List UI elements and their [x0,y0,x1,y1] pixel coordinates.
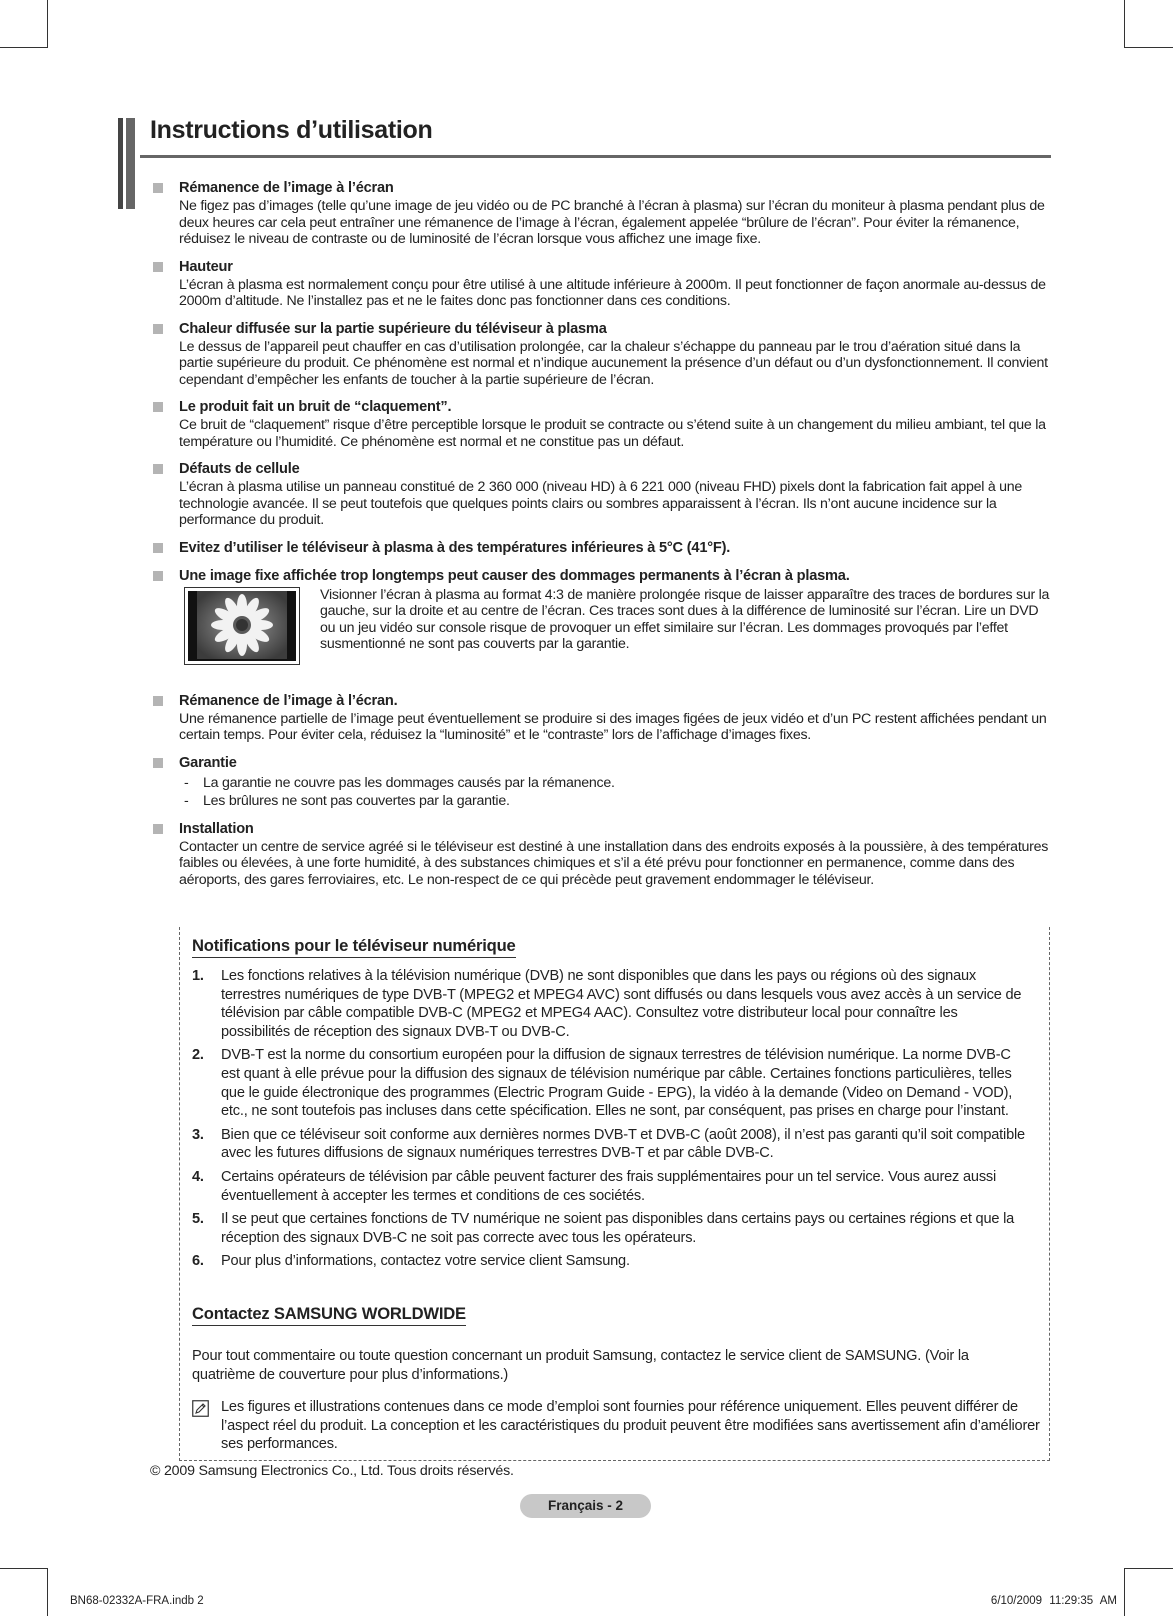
section-title: Rémanence de l’image à l’écran [179,180,394,196]
section-title: Défauts de cellule [179,461,300,477]
section-text: L’écran à plasma utilise un panneau constitué de 2 360 000 (niveau HD) à 6 221 000 (niveau FHD) pixels dont la fabrication fait appel à une technologie avancée. Il se peut toutefois que quelques points clairs ou sombres apparaissent à l’écran. Ils n’ont aucune incidence sur la performance du produit. [179,479,1023,528]
section-claquement [150,399,1055,450]
section-text: Le dessus de l’appareil peut chauffer en cas d’utilisation prolongée, car la chaleur s’échappe du panneau par le trou d’aération situé dans la partie supérieure du produit. Ce phénomène est normal et n’indique aucunement la présence d’un défaut ou d’un dysfonctionnement. Il convient cependant d’empêcher les enfants de toucher à la partie supérieure de l’écran. [179,338,1048,388]
item-text: Il se peut que certaines fonctions de TV numérique ne soient pas disponibles dans certains pays ou certaines régions et que la réception des signaux DVB-C ne soit pas correcte avec tous les opérateurs. [221,1211,1015,1246]
item-text: Bien que ce téléviseur soit conforme aux dernières normes DVB-T et DVB-C (août 2008), il n’est pas garanti qu’il soit compatible avec les futures diffusions de signaux numériques terrestres DVB-T et par câble DVB-C. [221,1126,1025,1162]
list-item [192,1126,1030,1163]
title-accent-bar [126,118,135,209]
square-bullet-icon [153,262,163,272]
copyright: © 2009 Samsung Electronics Co., Ltd. Tous droits réservés. [150,1463,514,1479]
crop-mark [0,1568,48,1569]
square-bullet-icon [153,183,163,193]
crop-mark [1124,1568,1125,1616]
section-hauteur [150,259,1055,310]
square-bullet-icon [153,324,163,334]
contact-title: Contactez SAMSUNG WORLDWIDE [192,1305,466,1326]
section-text: L’écran à plasma est normalement conçu pour être utilisé à une altitude inférieure à 2000m. Il peut fonctionner de façon anormale au-dessus de 2000m d’altitude. Ne l’installez pas et ne le faites donc pas fonctionner dans ces conditions. [179,276,1046,309]
page-number-badge: Français - 2 [520,1494,651,1518]
section-garantie [150,755,1055,810]
crop-mark [47,1568,48,1616]
section-title: Rémanence de l’image à l’écran. [179,692,398,709]
notifications-title: Notifications pour le téléviseur numérique [192,937,516,958]
section-title: Le produit fait un bruit de “claquement”. [179,399,452,415]
note-pencil-icon [192,1400,209,1417]
crop-mark [47,0,48,48]
note-text: Les figures et illustrations contenues dans ce mode d’emploi sont fournies pour référence uniquement. Elles peuvent différer de l’aspect réel du produit. La conception et les caractéristiques du produit peuvent être modifiées sans avertissement afin d’améliorer ses performances. [221,1399,1040,1453]
section-text: Une rémanence partielle de l’image peut éventuellement se produire si des images figées de jeux vidéo et d’un PC restent affichées pendant un certain temps. Pour éviter cela, réduisez la “luminosité” et le “contraste” lors de l’affichage d’images fixes. [179,710,1047,743]
list-item [192,1168,1030,1205]
section-defauts [150,461,1055,529]
item-text: Certains opérateurs de télévision par câble peuvent facturer des frais supplémentaires pour un tel service. Vous aurez aussi éventuellement à accepter les termes et conditions de ces sociétés. [221,1168,997,1204]
tv-screen-thumbnail [184,587,300,665]
section-text: Ce bruit de “claquement” risque d’être perceptible lorsque le produit se contracte ou s’étend suite à un changement du milieu ambiant, tel que la température ou l’humidité. Ce phénomène est normal et ne constitue pas un défaut. [179,417,1046,450]
garantie-list [179,775,1055,810]
section-temperature [150,540,1055,557]
notifications-box [179,927,1050,1461]
item-text: Les fonctions relatives à la télévision numérique (DVB) ne sont disponibles que dans les pays ou régions où des signaux terrestres numériques de type DVB-T (MPEG2 et MPEG4 AVC) sont diffusés ou dans lesquels vous avez accès à un service de télévision par câble compatible DVB-C (MPEG2 et MPEG4 AAC). Consultez votre distributeur local pour connaître les possibilités de réception des signaux DVB-T ou DVB-C. [221,968,1022,1040]
item-text: DVB-T est la norme du consortium européen pour la diffusion de signaux terrestres de télévision numérique. La norme DVB-C est quant à elle prévue pour la diffusion des signaux de télévision numérique par câble. Certaines fonctions particulières, telles que le guide électronique des programmes (Electric Program Guide - EPG), la vidéo à la demande (Video on Demand - VOD), etc., ne sont toutefois pas incluses dans cette spécification. Elles ne sont, par conséquent, pas prises en charge pour l’instant. [221,1047,1013,1120]
crop-mark [1124,0,1125,48]
crop-mark [1125,1568,1173,1569]
item-number: 5. [192,1211,204,1228]
footer-timestamp: 6/10/2009 11:29:35 AM [990,1595,1117,1607]
crop-mark [1125,47,1173,48]
list-item [192,967,1030,1041]
section-remanence [150,180,1055,248]
footer-file: BN68-02332A-FRA.indb 2 [70,1595,204,1607]
square-bullet-icon [153,696,163,706]
note [192,1398,1059,1454]
list-item: - Les brûlures ne sont pas couvertes par la garantie. [179,793,1055,810]
section-title: Garantie [179,754,237,771]
list-item [192,1210,1030,1247]
section-title: Evitez d’utiliser le téléviseur à plasma à des températures inférieures à 5°C (41°F). [179,539,731,556]
title-accent-bar [118,118,123,209]
item-number: 6. [192,1253,204,1270]
square-bullet-icon [153,543,163,553]
section-title: Une image fixe affichée trop longtemps peut causer des dommages permanents à l’écran à plasma. [179,567,850,584]
section-title: Installation [179,820,254,837]
square-bullet-icon [153,571,163,581]
page-title: Instructions d’utilisation [150,116,433,144]
section-image-fixe [150,568,1055,665]
section-remanence-2 [150,693,1055,744]
section-text: Ne figez pas d’images (telle qu’une image de jeu vidéo ou de PC branché à l’écran à plasma) sur l’écran du moniteur à plasma pendant plus de deux heures car cela peut entraîner une rémanence de l’image à l’écran, également appelée “brûlure de l’écran”. Pour éviter la rémanence, réduisez le niveau de contraste ou de luminosité de l’écran lorsque vous affichez une image fixe. [179,198,1045,247]
image-text-block [179,587,1055,665]
flower-image [197,591,287,659]
item-text: Pour plus d’informations, contactez votre service client Samsung. [221,1253,630,1270]
list-item: - La garantie ne couvre pas les dommages causés par la rémanence. [179,775,1055,792]
section-text: Visionner l’écran à plasma au format 4:3 de manière prolongée risque de laisser apparaître des traces de bordures sur la gauche, sur la droite et au centre de l’écran. Ces traces sont dues à la différence de luminosité sur l’écran. Lire un DVD ou un jeu vidéo sur console risque de provoquer un effet similaire sur l’écran. Les dommages provoqués par l’effet susmentionné ne sont pas couverts par la garantie. [320,586,1050,652]
section-chaleur [150,321,1055,389]
title-rule [140,155,1051,158]
list-item [192,1252,1030,1271]
list-item [192,1046,1030,1120]
square-bullet-icon [153,824,163,834]
crop-mark [0,47,48,48]
section-text: Contacter un centre de service agréé si le téléviseur est destiné à une installation dans des endroits exposés à la poussière, à des températures faibles ou élevées, à une forte humidité, à des substances chimiques et s’il a été prévu pour fonctionner en permanence, comme dans des aéroports, des gares ferroviaires, etc. Le non-respect de ce qui précède peut gravement endommager le téléviseur. [179,838,1049,888]
section-title: Hauteur [179,258,233,275]
item-number: 4. [192,1168,204,1185]
square-bullet-icon [153,464,163,474]
contact-text: Pour tout commentaire ou toute question concernant un produit Samsung, contactez le service client de SAMSUNG. (Voir la quatrième de couverture pour plus d’informations.) [192,1348,969,1383]
item-number: 1. [192,968,204,984]
item-number: 3. [192,1126,204,1143]
square-bullet-icon [153,758,163,768]
square-bullet-icon [153,402,163,412]
section-installation [150,821,1055,889]
notifications-list [192,967,1030,1276]
section-title: Chaleur diffusée sur la partie supérieure du téléviseur à plasma [179,320,607,337]
main-content [150,180,1055,899]
item-number: 2. [192,1047,204,1064]
